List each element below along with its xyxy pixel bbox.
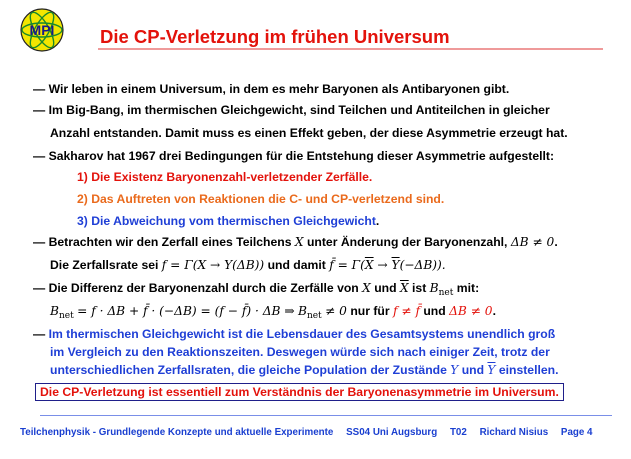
math-b-net: $B_{net}$ (429, 281, 454, 298)
math-rate-f: f = Γ(X → Y(ΔB)) (161, 258, 265, 272)
eq-condition-f: f ≠ f̄ (392, 304, 420, 318)
title-divider (98, 48, 603, 50)
slide-title: Die CP-Verletzung im frühen Universum (100, 26, 450, 47)
bullet-equilibrium (33, 327, 555, 341)
bullet-baryon-excess (33, 82, 509, 96)
word-einstellen: einstellen. (498, 363, 559, 377)
word-und: und (461, 363, 485, 377)
eq-lhs: $B_{net}$ (50, 304, 74, 321)
footer-author: Richard Nisius (479, 427, 549, 438)
rate-text: Die Zerfallsrate sei (50, 258, 159, 272)
bullet-dash: — (33, 281, 46, 295)
bullet-equilibrium-cont: im Vergleich zu den Reaktionszeiten. Deswegen würde sich nach einiger Zeit, trotz der (50, 345, 550, 359)
word-und: und (374, 281, 397, 295)
footer-divider (40, 415, 612, 416)
bullet-text: Die Differenz der Baryonenzahl durch die Zerfälle von (48, 281, 359, 295)
math-rate-fbar: f̄ = $\Gamma(\overline{X} \to \overline{Y}(-\Delta B))$. (329, 258, 446, 272)
bullet-text: Betrachten wir den Zerfall eines Teilchens (48, 235, 292, 249)
bullet-big-bang-cont: Anzahl entstanden. Damit muss es einen Effekt geben, der diese Asymmetrie erzeugt hat. (50, 126, 568, 140)
equation-b-net (50, 304, 496, 321)
bullet-decay-rate (50, 258, 446, 272)
condition-3 (77, 214, 379, 228)
math-x: X (294, 235, 304, 249)
eq-condition-delta-b: ΔB ≠ 0 (449, 304, 493, 318)
bullet-decay (33, 235, 558, 249)
math-y: Y (450, 363, 459, 377)
condition-2: 2) Das Auftreten von Reaktionen die C- und CP-verletzend sind. (77, 192, 445, 206)
eq-b-net-2: $B_{net}$ (297, 304, 322, 321)
eq-period: . (492, 304, 496, 318)
bullet-dash: — (33, 149, 46, 163)
footer-code: T02 (449, 427, 467, 438)
math-x: X (362, 281, 371, 295)
bullet-text-mid: unter Änderung der Baryonenzahl, (306, 235, 508, 249)
footer (20, 427, 603, 438)
bullet-period: . (554, 235, 558, 249)
bullet-text: Im thermischen Gleichgewicht ist die Lebensdauer des Gesamtsystems unendlich groß (48, 327, 556, 341)
bullet-big-bang (33, 103, 550, 117)
word-nur-fuer: nur für (350, 304, 390, 318)
rate-text-mid: und damit (267, 258, 326, 272)
bullet-dash: — (33, 327, 46, 341)
bullet-difference (33, 281, 479, 298)
condition-3-text: 3) Die Abweichung vom thermischen Gleichgewicht (77, 214, 376, 228)
footer-page: Page 4 (560, 427, 593, 438)
word-und: und (423, 304, 446, 318)
bullet-text: unterschiedlichen Zerfallsraten, die gleiche Population der Zustände (50, 363, 447, 377)
bullet-dash: — (33, 82, 46, 96)
bullet-dash: — (33, 235, 46, 249)
footer-course: Teilchenphysik - Grundlegende Konzepte und aktuelle Experimente (20, 427, 334, 438)
logo-text: MPI (29, 22, 55, 38)
eq-body: = f · ΔB + f̄ · (−ΔB) = (f − f̄) · ΔB ⇒ (77, 304, 295, 318)
math-delta-b: ΔB ≠ 0 (510, 235, 555, 249)
math-x-bar: $\overline{X}$ (399, 281, 409, 295)
bullet-dash: — (33, 103, 46, 117)
conclusion-box: Die CP-Verletzung ist essentiell zum Verständnis der Baryonenasymmetrie im Universum. (35, 383, 564, 401)
word-ist: ist (412, 281, 427, 295)
math-y-bar: $\overline{Y}$ (487, 363, 496, 377)
mpi-logo (18, 6, 66, 54)
footer-term: SS04 Uni Augsburg (346, 427, 438, 438)
condition-1: 1) Die Existenz Baryonenzahl-verletzender Zerfälle. (77, 170, 373, 184)
bullet-equilibrium-cont2 (50, 363, 558, 377)
condition-3-period: . (375, 214, 380, 228)
bullet-text: Sakharov hat 1967 drei Bedingungen für die Entstehung dieser Asymmetrie aufgestellt: (48, 149, 555, 163)
bullet-sakharov (33, 149, 554, 163)
bullet-text: Im Big-Bang, im thermischen Gleichgewicht, sind Teilchen und Antiteilchen in gleicher (48, 103, 550, 117)
bullet-text: Wir leben in einem Universum, in dem es mehr Baryonen als Antibaryonen gibt. (48, 82, 510, 96)
eq-ne-zero: ≠ 0 (325, 304, 347, 318)
word-mit: mit: (456, 281, 480, 295)
